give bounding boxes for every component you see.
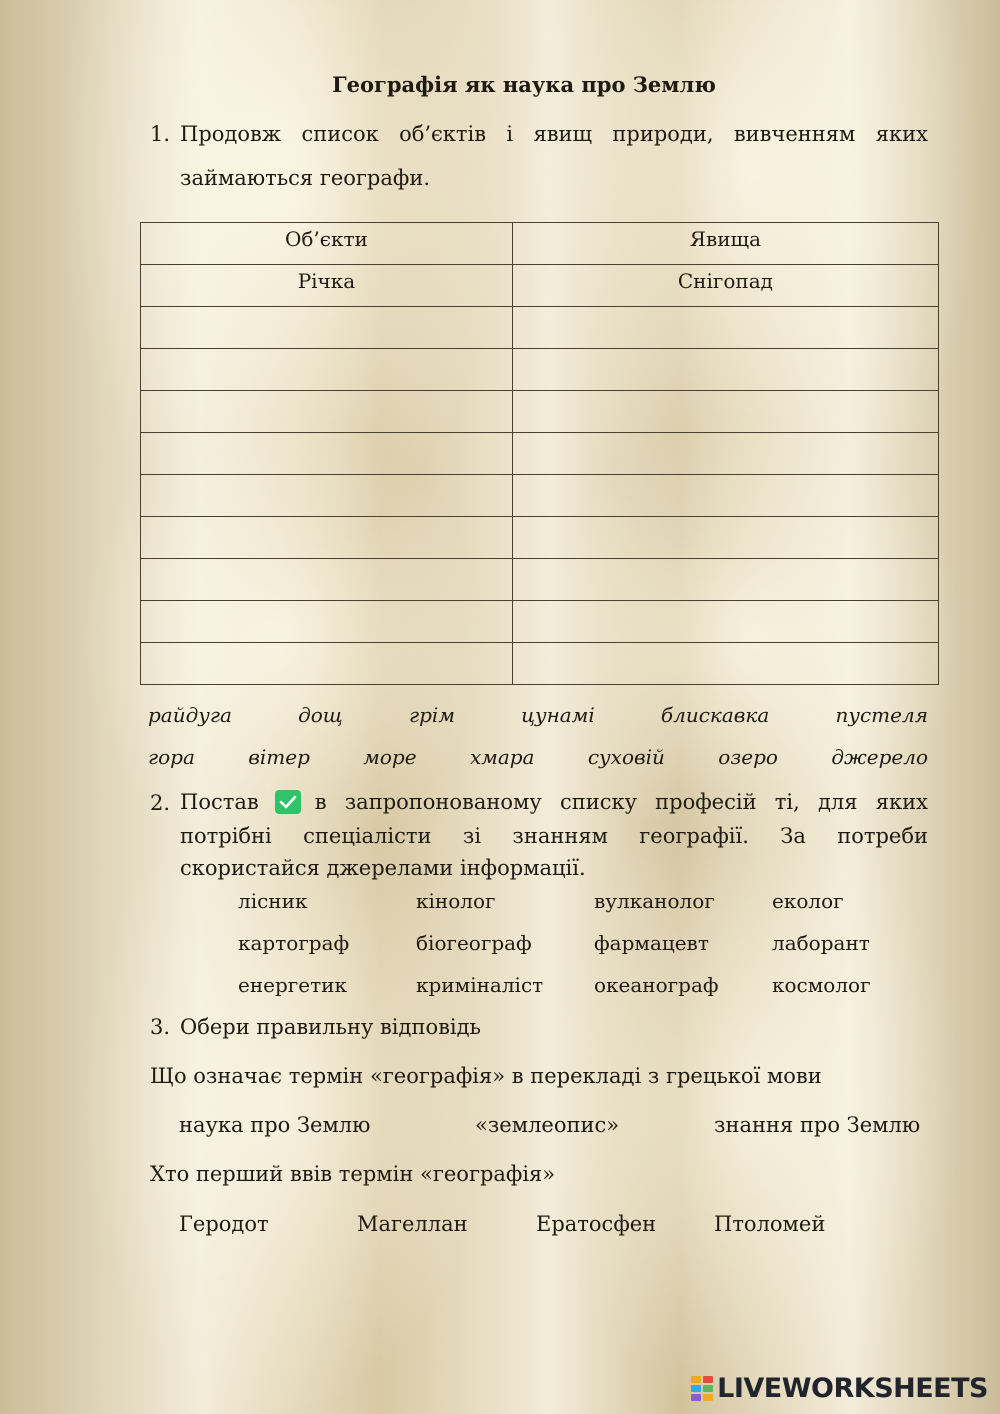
word-bank-item[interactable]: море: [363, 745, 417, 769]
word: об’єктів: [399, 122, 487, 146]
word-bank-item[interactable]: джерело: [831, 745, 928, 769]
answer-option[interactable]: «землеопис»: [475, 1113, 620, 1137]
word-bank-item[interactable]: хмара: [469, 745, 535, 769]
profession-option[interactable]: кінолог: [416, 889, 496, 913]
logo-mark-icon: [691, 1376, 713, 1401]
table-row: [141, 601, 939, 643]
profession-option[interactable]: фармацевт: [594, 931, 709, 955]
profession-option[interactable]: космолог: [772, 973, 871, 997]
word-bank-item[interactable]: райдуга: [148, 703, 232, 727]
object-answer-cell[interactable]: [141, 517, 513, 559]
word-bank-item[interactable]: пустеля: [835, 703, 928, 727]
phenomenon-answer-cell[interactable]: [512, 643, 938, 685]
profession-option[interactable]: картограф: [238, 931, 350, 955]
table-row: [141, 643, 939, 685]
object-answer-cell[interactable]: [141, 559, 513, 601]
object-answer-cell[interactable]: [141, 643, 513, 685]
profession-option[interactable]: океанограф: [594, 973, 719, 997]
phenomenon-answer-cell[interactable]: [512, 349, 938, 391]
header-phenomena: Явища: [512, 223, 938, 265]
phenomenon-answer-cell[interactable]: [512, 559, 938, 601]
question-2-line-1: [180, 790, 928, 814]
word: Продовж: [180, 122, 282, 146]
page-title: Географія як наука про Землю: [332, 72, 716, 97]
word: список: [301, 122, 379, 146]
profession-option[interactable]: криміналіст: [416, 973, 544, 997]
word: яких: [875, 122, 928, 146]
word: природи,: [612, 122, 714, 146]
question-2-line-1-rest: [315, 790, 928, 814]
word-bank-item[interactable]: гора: [148, 745, 195, 769]
question-1-number: 1.: [150, 122, 171, 146]
word: потреби: [837, 824, 928, 848]
word: географії.: [639, 824, 749, 848]
answer-option[interactable]: Ератосфен: [536, 1212, 657, 1236]
header-objects: Об’єкти: [141, 223, 513, 265]
table-row: [141, 517, 939, 559]
word: спеціалісти: [303, 824, 432, 848]
professions-row-1: [238, 889, 950, 913]
question-3-number: 3.: [150, 1015, 171, 1039]
word: вивченням: [733, 122, 856, 146]
question-3-2-text: Хто перший ввів термін «географія»: [150, 1162, 556, 1186]
table-row: [141, 433, 939, 475]
object-answer-cell[interactable]: [141, 601, 513, 643]
word: потрібні: [180, 824, 272, 848]
word-bank-item[interactable]: цунамі: [521, 703, 595, 727]
profession-option[interactable]: лаборант: [772, 931, 870, 955]
table-row: [141, 349, 939, 391]
table-row: [141, 307, 939, 349]
example-object: Річка: [141, 265, 513, 307]
word: для: [817, 790, 858, 814]
profession-option[interactable]: вулканолог: [594, 889, 715, 913]
word: Постав: [180, 790, 259, 814]
profession-option[interactable]: еколог: [772, 889, 844, 913]
question-2-line-3: скористайся джерелами інформації.: [180, 856, 586, 880]
question-2-number: 2.: [150, 791, 171, 815]
word: ті,: [774, 790, 800, 814]
object-answer-cell[interactable]: [141, 349, 513, 391]
answer-option[interactable]: знання про Землю: [714, 1113, 921, 1137]
profession-option[interactable]: біогеограф: [416, 931, 532, 955]
checkbox-checked-icon: [275, 790, 301, 814]
objects-phenomena-table: [140, 222, 939, 685]
question-1-line-2: займаються географи.: [180, 166, 430, 190]
word: професій: [655, 790, 757, 814]
word-bank-row-2: [148, 745, 928, 769]
word: і: [506, 122, 514, 146]
word-bank-item[interactable]: блискавка: [660, 703, 770, 727]
word: списку: [559, 790, 637, 814]
word-bank-item[interactable]: дощ: [298, 703, 343, 727]
phenomenon-answer-cell[interactable]: [512, 433, 938, 475]
word: в: [314, 790, 327, 814]
word: знанням: [512, 824, 608, 848]
answer-option[interactable]: Птоломей: [714, 1212, 826, 1236]
word: яких: [875, 790, 928, 814]
table-row: [141, 475, 939, 517]
answer-option[interactable]: Геродот: [179, 1212, 269, 1236]
table-header-row: [141, 223, 939, 265]
word-bank-row-1: [148, 703, 928, 727]
word-bank-item[interactable]: грім: [409, 703, 455, 727]
table-row: [141, 391, 939, 433]
object-answer-cell[interactable]: [141, 391, 513, 433]
liveworksheets-logo[interactable]: [691, 1373, 988, 1404]
professions-row-2: [238, 931, 950, 955]
phenomenon-answer-cell[interactable]: [512, 601, 938, 643]
word: За: [780, 824, 806, 848]
profession-option[interactable]: лісник: [238, 889, 308, 913]
question-1-line-1: [180, 122, 928, 146]
word: запропонованому: [344, 790, 542, 814]
answer-option[interactable]: наука про Землю: [179, 1113, 371, 1137]
table-example-row: [141, 265, 939, 307]
object-answer-cell[interactable]: [141, 475, 513, 517]
phenomenon-answer-cell[interactable]: [512, 391, 938, 433]
question-3-heading: Обери правильну відповідь: [180, 1015, 481, 1039]
word-bank-item[interactable]: озеро: [718, 745, 778, 769]
phenomenon-answer-cell[interactable]: [512, 307, 938, 349]
example-phenomenon: Снігопад: [512, 265, 938, 307]
object-answer-cell[interactable]: [141, 307, 513, 349]
professions-row-3: [238, 973, 950, 997]
profession-option[interactable]: енергетик: [238, 973, 348, 997]
word: явищ: [533, 122, 593, 146]
word-bank-item[interactable]: вітер: [248, 745, 310, 769]
table-row: [141, 559, 939, 601]
logo-text: LIVEWORKSHEETS: [717, 1373, 988, 1404]
phenomenon-answer-cell[interactable]: [512, 475, 938, 517]
question-3-1-text: Що означає термін «географія» в перекладі з грецької мови: [150, 1064, 822, 1088]
word-bank-item[interactable]: суховій: [587, 745, 665, 769]
phenomenon-answer-cell[interactable]: [512, 517, 938, 559]
object-answer-cell[interactable]: [141, 433, 513, 475]
question-2-line-2: [180, 824, 928, 848]
word: зі: [462, 824, 482, 848]
answer-option[interactable]: Магеллан: [357, 1212, 468, 1236]
